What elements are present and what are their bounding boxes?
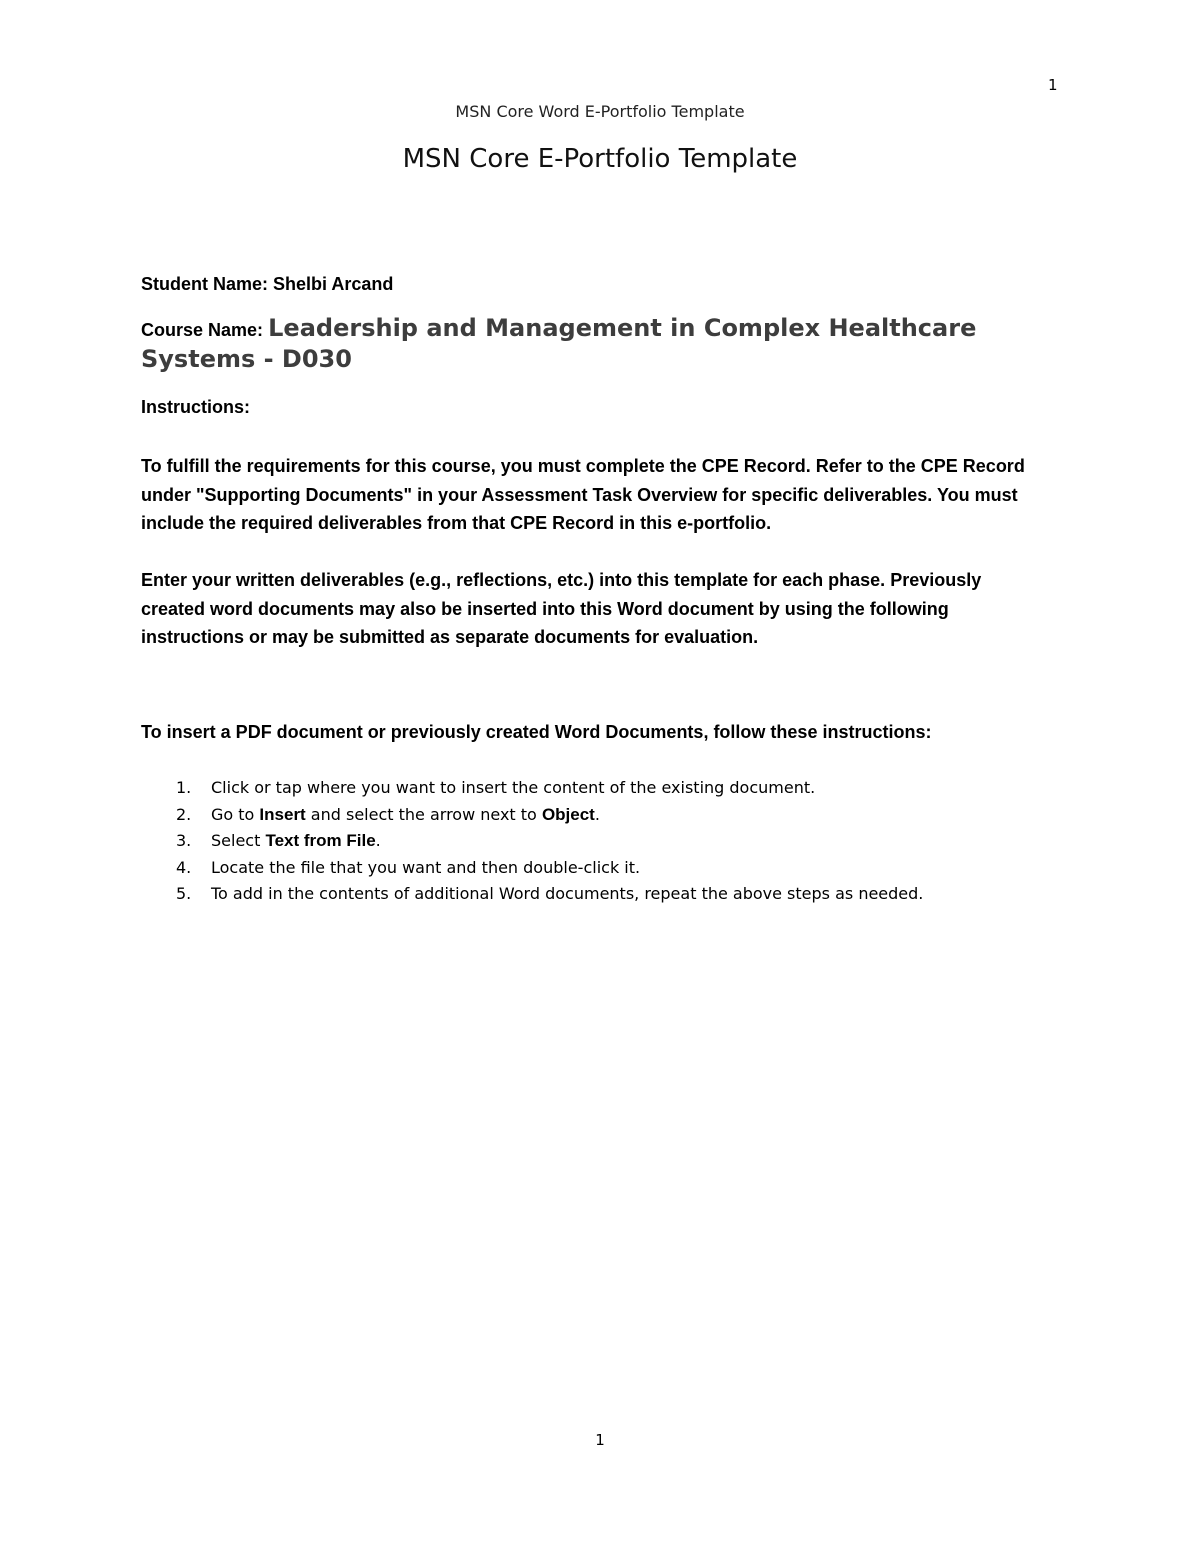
list-item xyxy=(176,802,1076,829)
step-number: 4. xyxy=(176,857,192,877)
step-text: To add in the contents of additional Word documents, repeat the above steps as needed. xyxy=(211,884,924,903)
step-number: 1. xyxy=(176,778,192,797)
instructions-paragraph: To fulfill the requirements for this course, you must complete the CPE Record. Refer to the CPE Record under "Supporting Documents" in your Assessment Task Overview for specific deliverables. You must include the required deliverables from that CPE Record in this e-portfolio. xyxy=(141,456,1025,533)
step-text: Locate the file that you want and then double-click it. xyxy=(211,857,641,877)
list-item xyxy=(176,775,1076,802)
running-header: MSN Core Word E-Portfolio Template xyxy=(455,102,745,121)
list-item xyxy=(176,855,1076,882)
step-emphasis: Text from File xyxy=(265,831,376,850)
course-name-value: Leadership and Management in Complex Healthcare Systems - D030 xyxy=(141,314,977,373)
student-name-value: Shelbi Arcand xyxy=(273,274,394,294)
steps-list xyxy=(176,775,1076,908)
course-name-label: Course Name: xyxy=(141,320,264,340)
course-name-line xyxy=(141,313,1041,375)
list-item xyxy=(176,881,1076,908)
step-text: Go to xyxy=(211,804,260,824)
step-number: 3. xyxy=(176,831,192,850)
step-text: . xyxy=(375,831,381,850)
step-number: 2. xyxy=(176,804,192,824)
list-item xyxy=(176,828,1076,855)
page-number-top: 1 xyxy=(1048,76,1058,94)
step-text: Click or tap where you want to insert the content of the existing document. xyxy=(211,778,816,797)
page-title: MSN Core E-Portfolio Template xyxy=(402,144,798,174)
step-emphasis: Insert xyxy=(259,804,306,824)
page-number-bottom: 1 xyxy=(595,1431,605,1449)
step-text: and select the arrow next to xyxy=(305,804,542,824)
step-text: . xyxy=(594,804,600,824)
step-number: 5. xyxy=(176,884,192,903)
insert-instructions-heading: To insert a PDF document or previously created Word Documents, follow these instructions: xyxy=(141,722,932,742)
instructions-paragraph: Enter your written deliverables (e.g., reflections, etc.) into this template for each phase. Previously created word documents may also be inserted into this Word document by using the following instructions or may be submitted as separate documents for evaluation. xyxy=(141,570,982,647)
step-emphasis: Object xyxy=(541,804,595,824)
student-name-label: Student Name: xyxy=(141,274,269,294)
student-name-line xyxy=(141,274,393,295)
instructions-heading: Instructions: xyxy=(141,397,251,417)
step-text: Select xyxy=(211,831,266,850)
